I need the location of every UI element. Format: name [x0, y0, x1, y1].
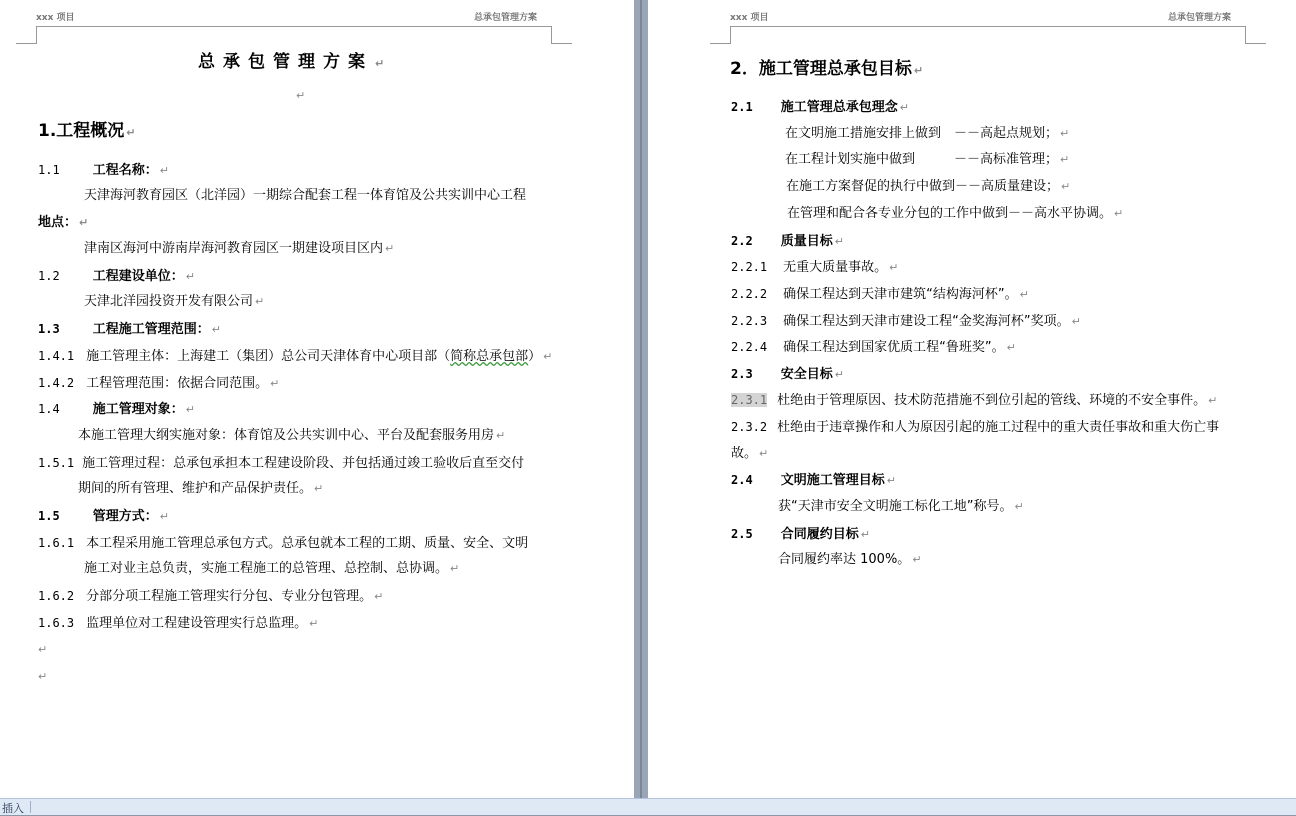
corner-mark: [551, 43, 572, 44]
paragraph-mark: ↵: [38, 643, 48, 656]
project-location-label: 地点： ↵: [38, 215, 89, 230]
section-heading-1: 1.工程概况 ↵: [38, 121, 136, 141]
item-2-3-2-cont: 故。 ↵: [731, 446, 769, 461]
civilized-goal-text: 获“天津市安全文明施工标化工地”称号。 ↵: [778, 499, 1024, 514]
header-left: xxx 项目: [36, 13, 75, 23]
item-1-5: 1.5 管理方式： ↵: [38, 509, 169, 524]
header-rule: [730, 26, 1245, 27]
document-title: 总承包管理方案 ↵: [198, 52, 393, 72]
contract-goal-text: 合同履约率达 100%。 ↵: [778, 552, 922, 567]
section-heading-2: 2．施工管理总承包目标 ↵: [730, 59, 924, 79]
item-2-4: 2.4 文明施工管理目标 ↵: [731, 473, 896, 488]
owner-text: 天津北洋园投资开发有限公司 ↵: [84, 294, 265, 309]
item-1-4: 1.4 施工管理对象： ↵: [38, 402, 195, 417]
item-1-1: 1.1 工程名称： ↵: [38, 163, 169, 178]
item-2-2-2: 2.2.2 确保工程达到天津市建筑“结构海河杯”。 ↵: [731, 287, 1029, 302]
item-2-2-3: 2.2.3 确保工程达到天津市建设工程“金奖海河杯”奖项。 ↵: [731, 314, 1081, 329]
header-left: xxx 项目: [730, 13, 769, 23]
corner-mark: [551, 26, 552, 44]
item-1-2: 1.2 工程建设单位： ↵: [38, 269, 195, 284]
item-1-5-1: 1.5.1 施工管理过程：总承包承担本工程建设阶段、并包括通过竣工验收后直至交付: [38, 456, 525, 471]
corner-mark: [36, 26, 37, 44]
item-1-6-1: 1.6.1 本工程采用施工管理总承包方式。总承包就本工程的工期、质量、安全、文明: [38, 536, 529, 551]
item-1-4-1: 1.4.1 施工管理主体：上海建工（集团）总公司天津体育中心项目部（简称总承包部） ↵: [38, 349, 553, 364]
corner-mark: [1245, 26, 1246, 44]
header-right: 总承包管理方案: [1168, 13, 1232, 23]
item-2-3: 2.3 安全目标 ↵: [731, 367, 844, 382]
paragraph-mark: ↵: [38, 670, 48, 683]
item-1-4-2: 1.4.2 工程管理范围：依据合同范围。 ↵: [38, 376, 280, 391]
item-2-2: 2.2 质量目标 ↵: [731, 234, 844, 249]
concept-line-2: 在工程计划实施中做到 －－高标准管理； ↵: [785, 152, 1070, 167]
insert-mode-indicator[interactable]: 插入: [2, 802, 24, 815]
corner-mark: [1245, 43, 1266, 44]
item-1-6-3: 1.6.3 监理单位对工程建设管理实行总监理。 ↵: [38, 616, 319, 631]
project-name-text: 天津海河教育园区（北洋园）一期综合配套工程一体育馆及公共实训中心工程: [84, 188, 527, 203]
item-2-2-4: 2.2.4 确保工程达到国家优质工程“鲁班奖”。 ↵: [731, 340, 1016, 355]
corner-mark: [710, 43, 731, 44]
item-1-6-1-cont: 施工对业主总负责，实施工程施工的总管理、总控制、总协调。 ↵: [84, 561, 460, 576]
page-divider: [640, 0, 642, 798]
corner-mark: [16, 43, 37, 44]
header-rule: [36, 26, 551, 27]
scope-object-text: 本施工管理大纲实施对象：体育馆及公共实训中心、平台及配套服务用房 ↵: [78, 428, 506, 443]
header-right: 总承包管理方案: [474, 13, 538, 23]
status-bar: [0, 798, 1296, 815]
item-2-1: 2.1 施工管理总承包理念 ↵: [731, 100, 909, 115]
paragraph-mark: ↵: [296, 89, 306, 102]
corner-mark: [730, 26, 731, 44]
item-2-3-2: 2.3.2 杜绝由于违章操作和人为原因引起的施工过程中的重大责任事故和重大伤亡事: [731, 420, 1220, 435]
project-location-text: 津南区海河中游南岸海河教育园区一期建设项目区内 ↵: [84, 241, 395, 256]
concept-line-1: 在文明施工措施安排上做到 －－高起点规划； ↵: [785, 126, 1070, 141]
document-page-left[interactable]: [0, 0, 634, 798]
concept-line-3: 在施工方案督促的执行中做到－－高质量建设； ↵: [786, 179, 1071, 194]
concept-line-4: 在管理和配合各专业分包的工作中做到－－高水平协调。 ↵: [787, 206, 1124, 221]
item-2-2-1: 2.2.1 无重大质量事故。 ↵: [731, 260, 899, 275]
item-2-5: 2.5 合同履约目标 ↵: [731, 527, 870, 542]
status-separator: [30, 801, 31, 813]
item-1-6-2: 1.6.2 分部分项工程施工管理实行分包、专业分包管理。 ↵: [38, 589, 384, 604]
document-page-right[interactable]: [648, 0, 1296, 798]
item-2-3-1[interactable]: 2.3.1 杜绝由于管理原因、技术防范措施不到位引起的管线、环境的不安全事件。 ↵: [731, 393, 1218, 408]
item-1-3: 1.3 工程施工管理范围： ↵: [38, 322, 221, 337]
item-1-5-1-cont: 期间的所有管理、维护和产品保护责任。 ↵: [78, 481, 324, 496]
